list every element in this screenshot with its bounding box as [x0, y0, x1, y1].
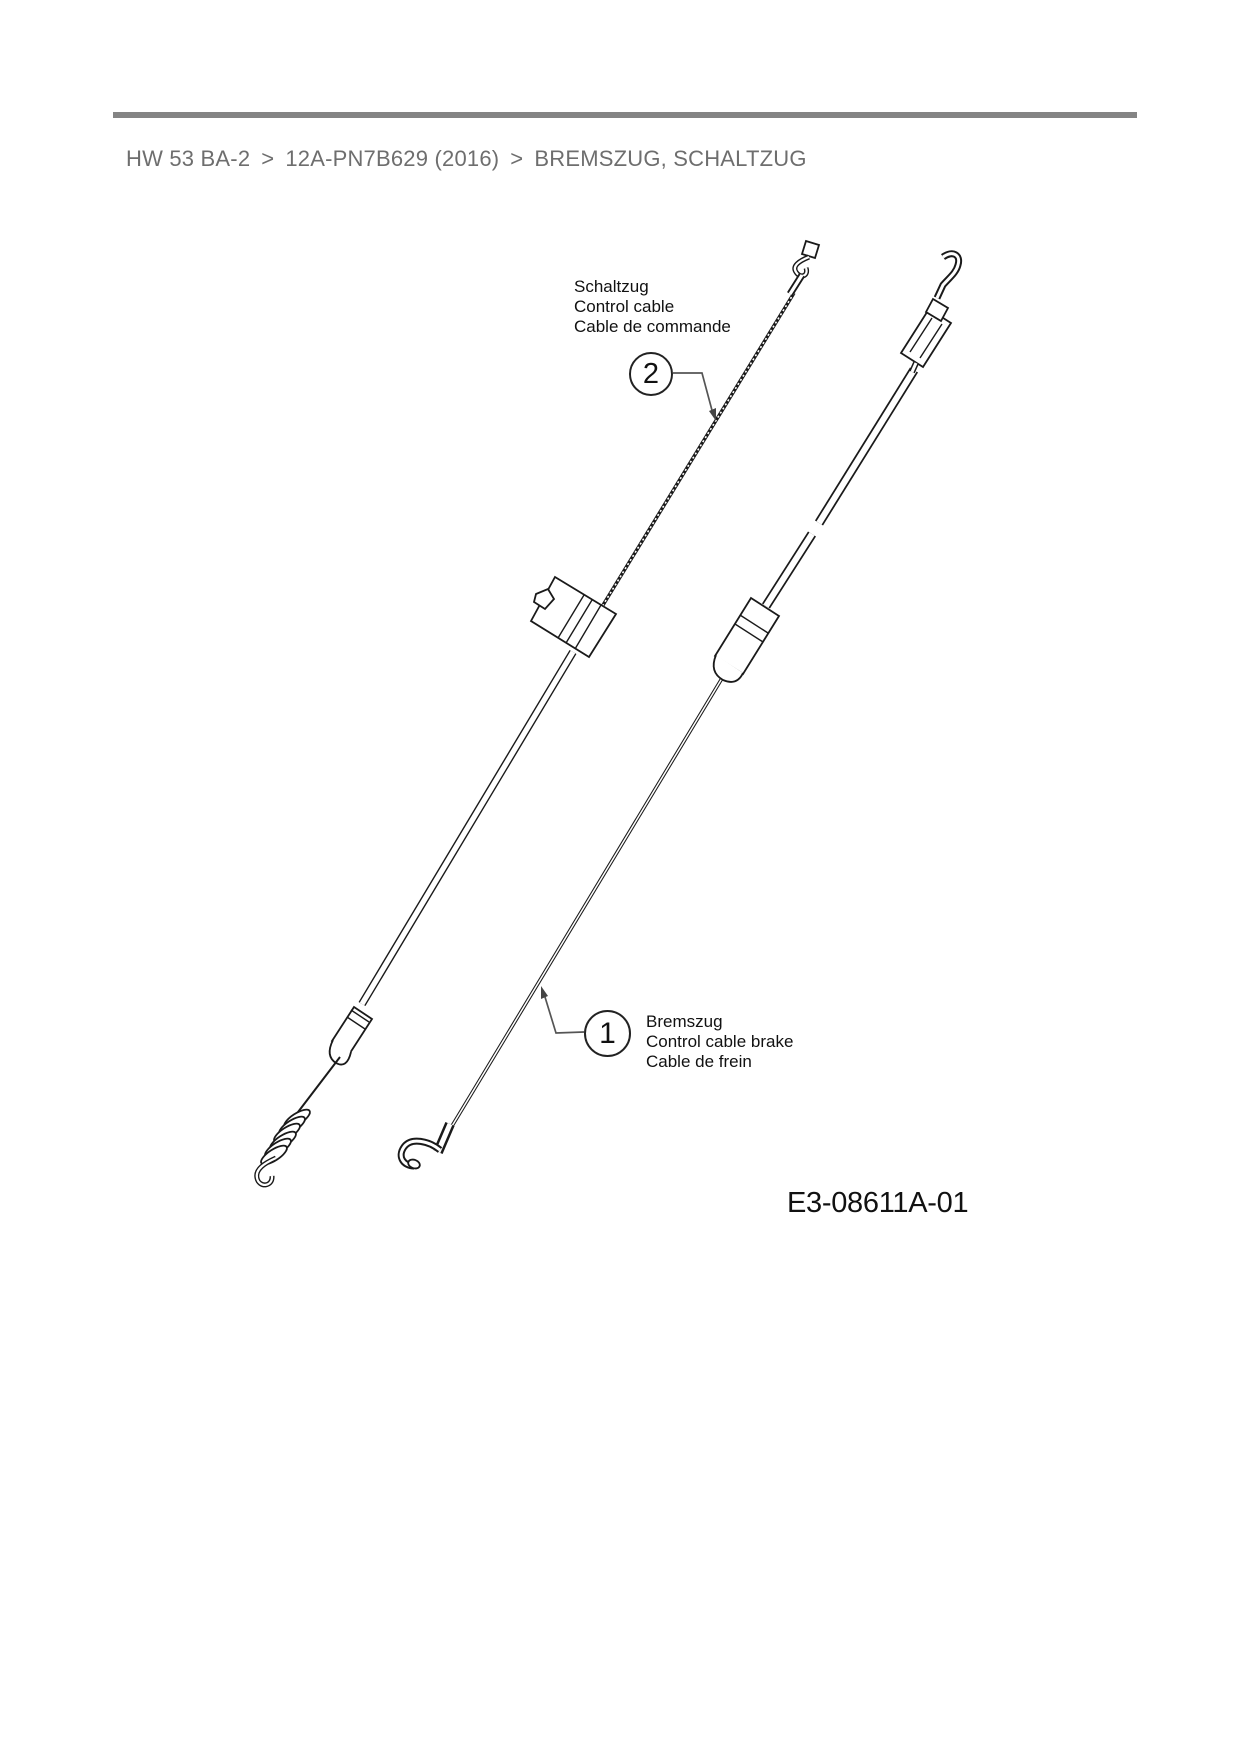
control-cable-wire: [600, 293, 794, 610]
callout-1-badge[interactable]: 1: [584, 1010, 631, 1057]
breadcrumb-separator: >: [510, 146, 524, 171]
breadcrumb-separator: >: [261, 146, 275, 171]
label-line-en: Control cable: [574, 297, 675, 316]
label-line-fr: Cable de commande: [574, 317, 731, 336]
callout-2-arrowhead: [709, 408, 716, 421]
breadcrumb-item-model[interactable]: HW 53 BA-2: [126, 146, 251, 171]
tension-spring: [257, 1106, 313, 1185]
breadcrumb-item-assembly: BREMSZUG, SCHALTZUG: [534, 146, 807, 171]
brake-cable-label: [646, 1012, 793, 1072]
label-line-de: Bremszug: [646, 1012, 723, 1031]
brake-cable-bottom-hook: [401, 1124, 450, 1170]
breadcrumb-item-article[interactable]: 12A-PN7B629 (2016): [285, 146, 500, 171]
brake-cable-top-fitting: [901, 254, 959, 372]
callout-1-arrowhead: [541, 986, 548, 999]
callout-2-leader: [673, 373, 713, 414]
callout-1-leader: [545, 997, 584, 1033]
diagram-code: E3-08611A-01: [787, 1187, 969, 1219]
brake-cable-mid-fitting: [714, 598, 779, 682]
control-cable-label: [574, 277, 731, 337]
label-line-en: Control cable brake: [646, 1032, 794, 1051]
spring-wire: [295, 1057, 340, 1116]
callout-2-badge[interactable]: 2: [629, 352, 673, 396]
label-line-fr: Cable de frein: [646, 1052, 752, 1071]
control-cable-top-hook: [790, 241, 819, 294]
label-line-de: Schaltzug: [574, 277, 649, 296]
clamp-block: [531, 577, 616, 657]
